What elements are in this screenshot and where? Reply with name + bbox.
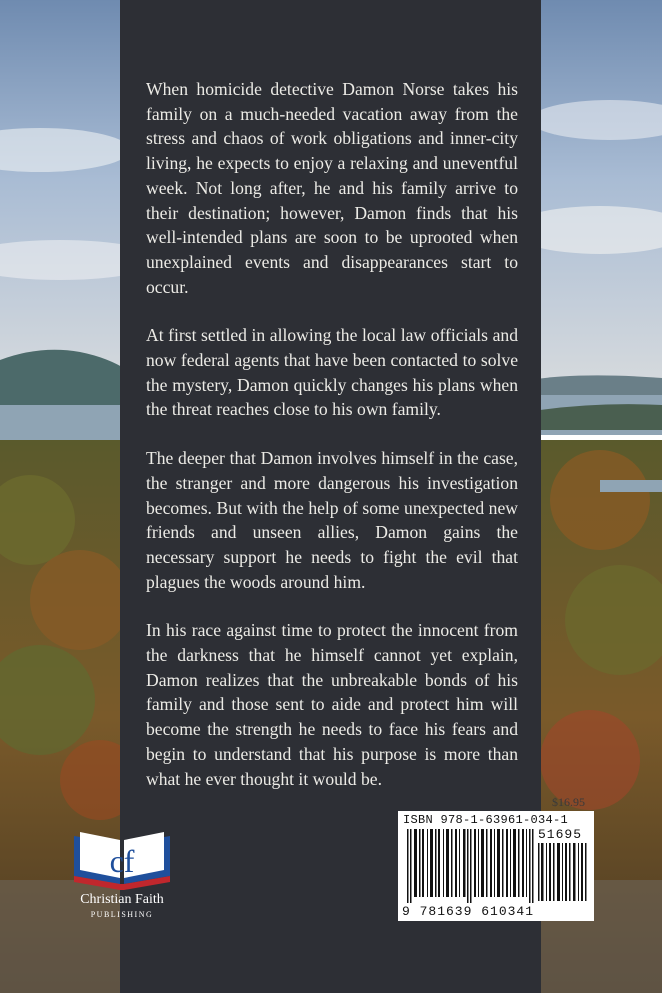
publisher-logo	[66, 828, 178, 928]
isbn-text: ISBN 978-1-63961-034-1	[403, 813, 569, 827]
publisher-name: Christian Faith	[80, 892, 164, 907]
blurb-paragraph-2: At first settled in allowing the local law officials and now federal agents that have been contacted to solve the mystery, Damon quickly changes his plans when the threat reaches close to his own family.	[146, 325, 518, 420]
publisher-tagline: PUBLISHING	[90, 910, 154, 919]
ean-barcode-bars	[407, 829, 535, 903]
isbn-barcode	[398, 811, 594, 921]
blurb-paragraph-3: The deeper that Damon involves himself in the case, the stranger and more dangerous his investigation becomes. But with the help of some unexpected new friends and unseen allies, Damon gains the necessary support he needs to fight the evil that plagues the woods around him.	[146, 448, 518, 592]
blurb-paragraph-4: In his race against time to protect the innocent from the darkness that he himself cannot yet explain, Damon realizes that the unbreakable bonds of his family and those sent to aide and protect him will become the strength he needs to face his fears and begin to understand that his purpose is more than what he ever thought it would be.	[146, 620, 518, 789]
book-logo-icon	[66, 828, 178, 890]
ean-number: 9 781639 610341	[402, 904, 535, 919]
addon-barcode-bars	[538, 843, 588, 901]
price-label: $16.95	[552, 795, 585, 809]
book-blurb	[146, 77, 518, 815]
logo-letters: cf	[109, 843, 135, 879]
addon-code: 51695	[538, 827, 583, 842]
blurb-paragraph-1: When homicide detective Damon Norse takes his family on a much-needed vacation away from the stress and chaos of work obligations and inner-city living, he expects to enjoy a relaxing and uneventful week. Not long after, he and his family arrive to their destination; however, Damon finds that his well-intended plans are soon to be uprooted when unexplained events and disappearances start to occur.	[146, 79, 518, 297]
